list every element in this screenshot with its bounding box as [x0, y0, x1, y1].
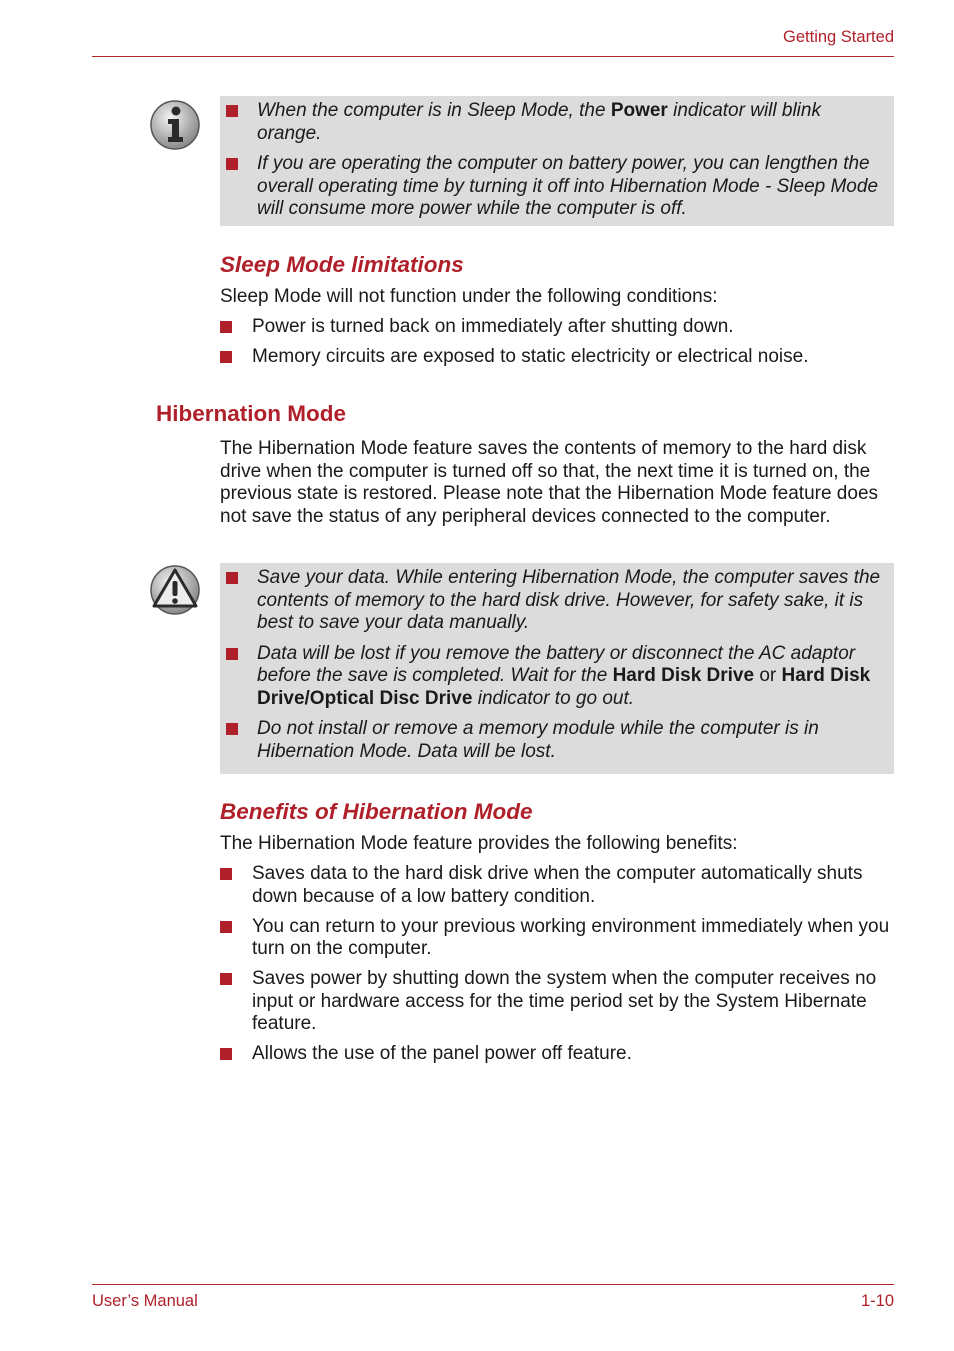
caution-note-item: Save your data. While entering Hibernation Mode, the computer saves the contents of memory to the hard disk drive. However, for safety sake, it is best to save your data manually. — [226, 567, 886, 635]
hibernation-title: Hibernation Mode — [156, 401, 346, 426]
caution-note-item: Do not install or remove a memory module while the computer is in Hibernation Mode. Data will be lost. — [226, 718, 886, 763]
info-note-item: When the computer is in Sleep Mode, the Power indicator will blink orange. — [226, 100, 886, 145]
list-item: Memory circuits are exposed to static electricity or electrical noise. — [220, 346, 894, 369]
caution-note-item: Data will be lost if you remove the battery or disconnect the AC adaptor before the save is completed. Wait for the Hard Disk Drive or Hard Disk Drive/Optical Disc Drive indicator to go out. — [226, 643, 886, 711]
bullet-square — [226, 572, 238, 584]
list-item: Power is turned back on immediately after shutting down. — [220, 316, 894, 339]
info-note-item: If you are operating the computer on battery power, you can lengthen the overall operating time by turning it off into Hibernation Mode - Sleep Mode will consume more power while the computer is off. — [226, 153, 886, 221]
caution-icon — [149, 564, 201, 616]
bullet-square — [226, 648, 238, 660]
bullet-square — [220, 921, 232, 933]
page-number: 1-10 — [860, 1292, 894, 1310]
sleep-limitations-intro: Sleep Mode will not function under the following conditions: — [220, 286, 718, 307]
bullet-square — [226, 723, 238, 735]
list-item: Saves data to the hard disk drive when the computer automatically shuts down because of a low battery condition. — [220, 863, 894, 908]
bullet-square — [220, 973, 232, 985]
bullet-square — [220, 868, 232, 880]
benefits-title: Benefits of Hibernation Mode — [220, 799, 533, 824]
caution-note — [220, 563, 894, 774]
list-item: Allows the use of the panel power off feature. — [220, 1043, 894, 1066]
bullet-square — [220, 1048, 232, 1060]
info-note — [220, 96, 894, 226]
sleep-limitations-list — [220, 316, 894, 376]
list-item: You can return to your previous working environment immediately when you turn on the computer. — [220, 916, 894, 961]
section-title: Getting Started — [783, 28, 894, 46]
manual-title: User’s Manual — [92, 1292, 198, 1310]
bullet-square — [226, 105, 238, 117]
bullet-square — [220, 321, 232, 333]
bullet-square — [220, 351, 232, 363]
bullet-square — [226, 158, 238, 170]
benefits-list — [220, 863, 894, 1073]
page-header — [92, 28, 894, 57]
benefits-intro: The Hibernation Mode feature provides the following benefits: — [220, 833, 738, 854]
hibernation-body: The Hibernation Mode feature saves the contents of memory to the hard disk drive when the computer is turned off so that, the next time it is turned on, the previous state is restored. Please note that the Hibernation Mode feature does not save the status of any peripheral devices connected to the computer. — [220, 438, 879, 527]
list-item: Saves power by shutting down the system when the computer receives no input or hardware access for the time period set by the System Hibernate feature. — [220, 968, 894, 1036]
info-icon — [149, 99, 201, 151]
page-footer — [92, 1284, 894, 1315]
sleep-limitations-title: Sleep Mode limitations — [220, 252, 464, 277]
